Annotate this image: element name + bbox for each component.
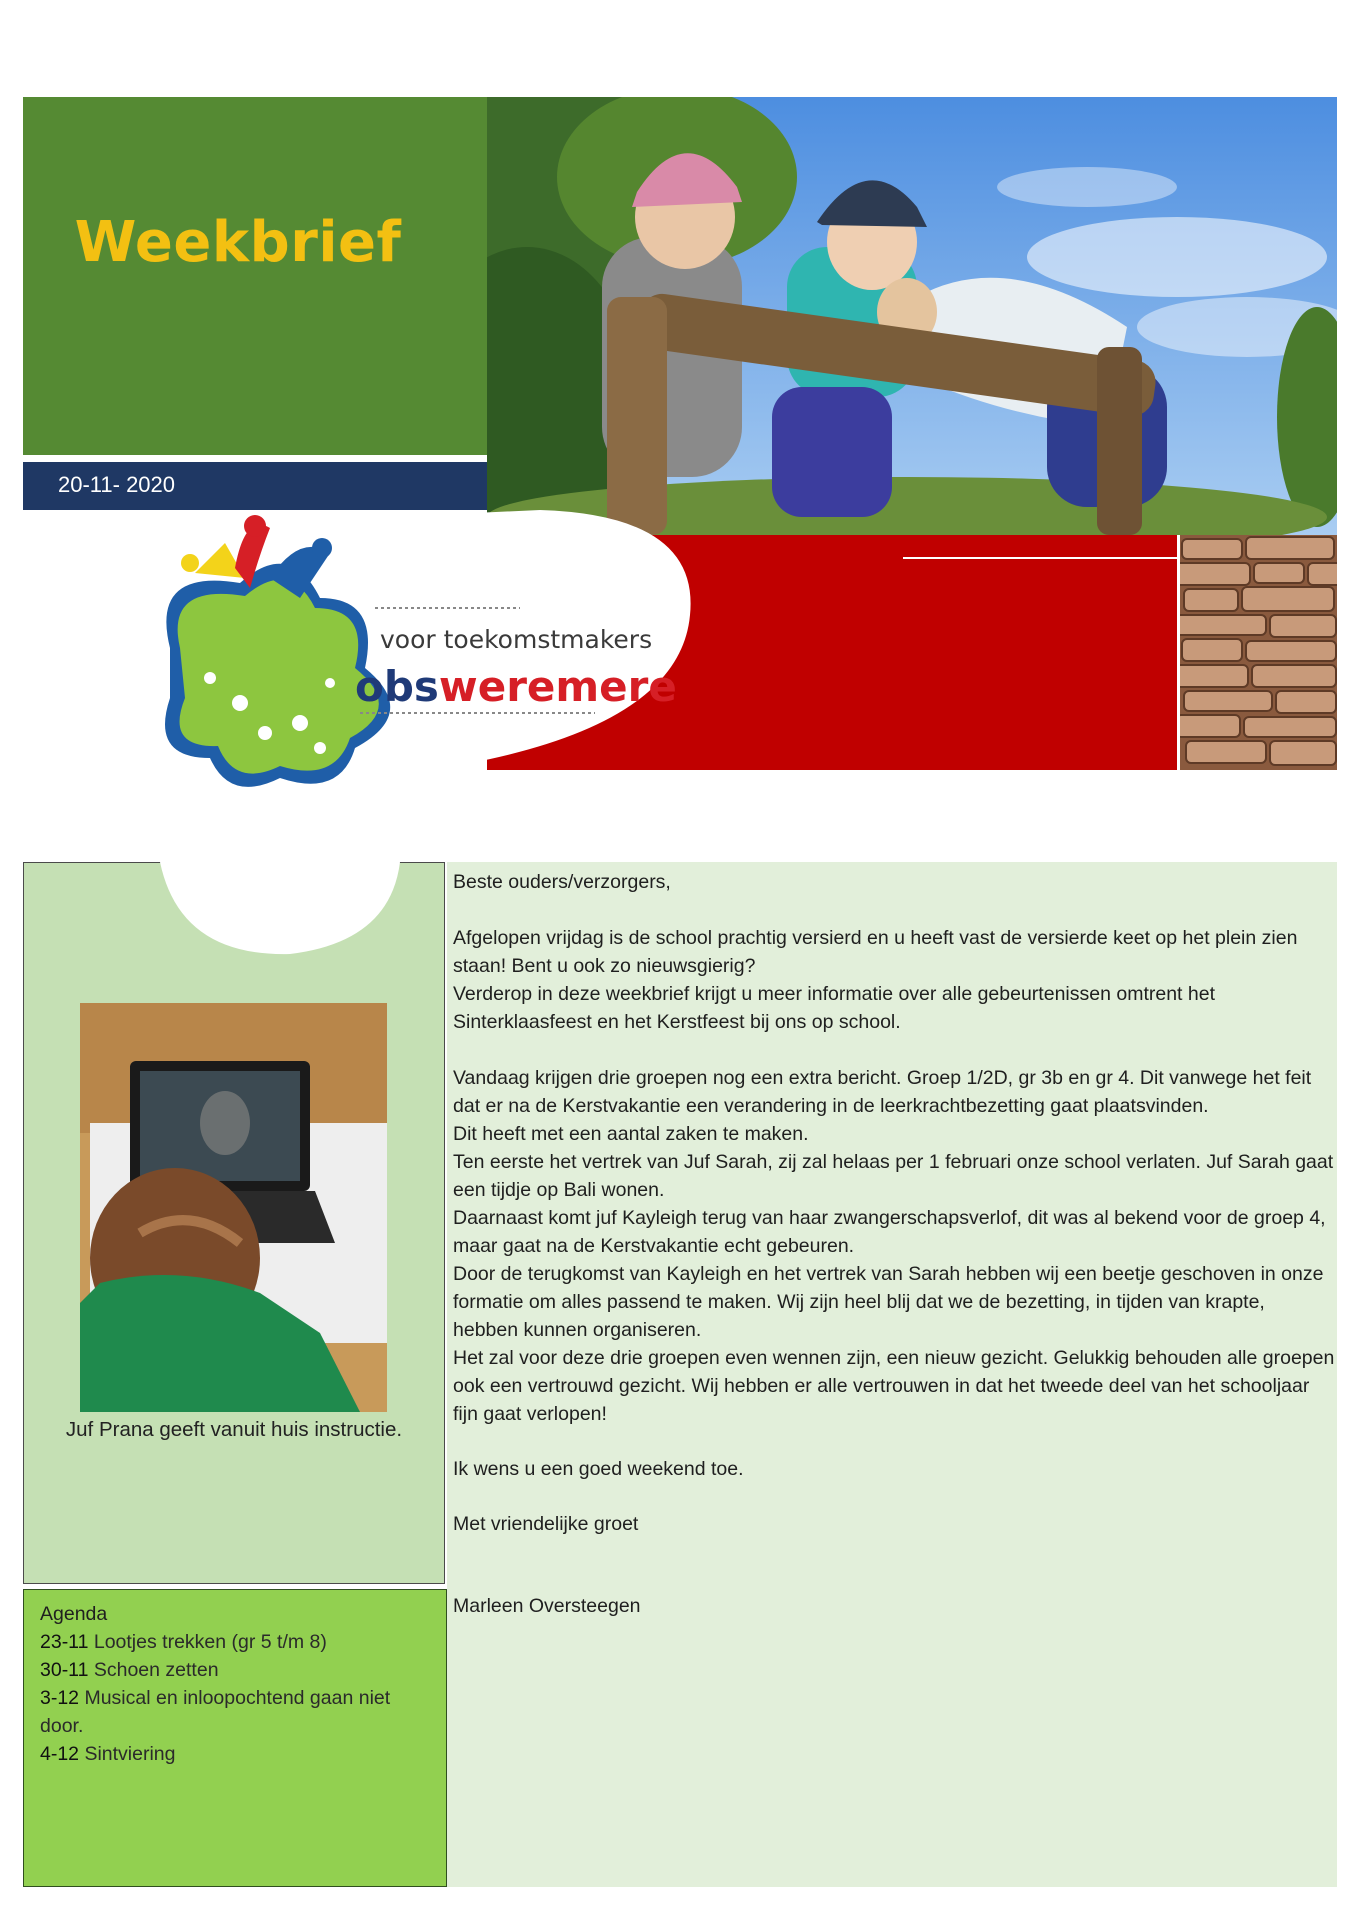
page-title: Weekbrief	[74, 210, 402, 275]
logo-tagline: voor toekomstmakers	[380, 625, 653, 654]
letter-paragraph: Ten eerste het vertrek van Juf Sarah, zij zal helaas per 1 februari onze school verlaten. Juf Sarah gaat een tijdje op Bali wonen.	[453, 1151, 1334, 1201]
agenda-date: 30-11	[40, 1659, 89, 1681]
letter-closing: Ik wens u een goed weekend toe.	[453, 1458, 744, 1480]
letter-paragraph: Het zal voor deze drie groepen even wennen zijn, een nieuw gezicht. Gelukkig behouden alle groepen ook een vertrouwd gezicht. Wij hebben er alle vertrouwen in dat het tweede deel van het schooljaar fijn gaat verlopen!	[453, 1347, 1335, 1425]
agenda-item	[40, 1684, 430, 1740]
date-label: 20-11- 2020	[58, 472, 176, 497]
letter-body	[453, 868, 1335, 1620]
stone-wall-image	[1180, 535, 1337, 770]
title-block	[23, 97, 487, 455]
letter-paragraph: Dit heeft met een aantal zaken te maken.	[453, 1123, 809, 1145]
letter-paragraph: Afgelopen vrijdag is de school prachtig versierd en u heeft vast de versierde keet op het plein zien staan! Bent u ook zo nieuwsgierig?	[453, 927, 1298, 977]
letter-paragraph: Verderop in deze weekbrief krijgt u meer informatie over alle gebeurtenissen omtrent het Sinterklaasfeest en het Kerstfeest bij ons op school.	[453, 983, 1215, 1033]
agenda-item	[40, 1628, 430, 1656]
letter-greeting: Beste ouders/verzorgers,	[453, 871, 671, 893]
agenda-text: Sintviering	[84, 1743, 176, 1765]
divider	[903, 557, 1177, 559]
letter-paragraph: Door de terugkomst van Kayleigh en het vertrek van Sarah hebben wij een beetje geschoven in onze formatie om alles passend te maken. Wij zijn heel blij dat we de bezetting, in tijden van krapte, hebben kunnen organiseren.	[453, 1263, 1324, 1341]
letter-paragraph: Vandaag krijgen drie groepen nog een extra bericht. Groep 1/2D, gr 3b en gr 4. Dit vanwege het feit dat er na de Kerstvakantie een verandering in de leerkrachtbezetting gaat plaatsvinden.	[453, 1067, 1312, 1117]
agenda-date: 3-12	[40, 1687, 80, 1709]
agenda-date: 23-11	[40, 1631, 89, 1653]
letter-closing: Met vriendelijke groet	[453, 1513, 639, 1535]
agenda-box	[23, 1589, 447, 1887]
school-logo	[150, 508, 690, 798]
letter-paragraph: Daarnaast komt juf Kayleigh terug van haar zwangerschapsverlof, dit was al bekend voor de groep 4, maar gaat na de Kerstvakantie echt gebeuren.	[453, 1207, 1326, 1257]
agenda-item	[40, 1656, 430, 1684]
agenda-text: Musical en inloopochtend gaan niet door.	[40, 1687, 391, 1737]
children-climbing-image	[487, 97, 1337, 535]
divider	[23, 458, 487, 462]
agenda-title: Agenda	[40, 1603, 108, 1625]
agenda-text: Lootjes trekken (gr 5 t/m 8)	[93, 1631, 327, 1653]
hero-photo	[487, 97, 1337, 535]
agenda-date: 4-12	[40, 1743, 80, 1765]
svg-text:obsweremere	[355, 662, 677, 711]
agenda-item	[40, 1740, 430, 1768]
logo-name-highlight: weremere	[438, 662, 677, 711]
logo-background-shape	[160, 862, 410, 957]
logo-name-prefix: obs	[355, 662, 439, 711]
photo-caption: Juf Prana geeft vanuit huis instructie.	[65, 1418, 403, 1441]
letter-signature: Marleen Oversteegen	[453, 1595, 641, 1617]
agenda-text: Schoen zetten	[93, 1659, 219, 1681]
remote-instruction-photo	[80, 1003, 387, 1412]
